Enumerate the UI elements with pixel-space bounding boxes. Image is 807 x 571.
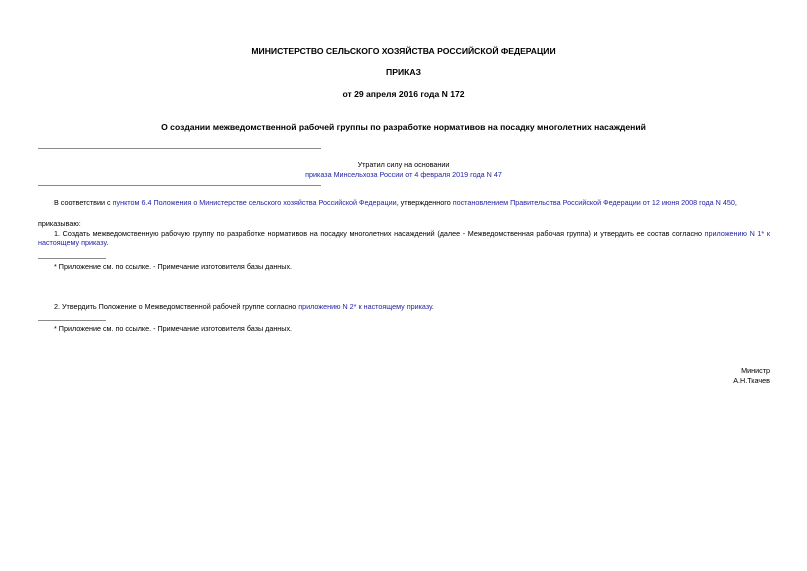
item-1-text: 1. Создать межведомственную рабочую группу по разработке нормативов на посадку многолетних насаждений (далее - Межведомственная рабочая группа) и утвердить ее состав согласно [54, 229, 705, 238]
document-date-number: от 29 апреля 2016 года N 172 [342, 89, 465, 99]
regulation-link[interactable]: пунктом 6.4 Положения о Министерстве сельского хозяйства Российской Федерации [112, 198, 397, 207]
ministry-heading: МИНИСТЕРСТВО СЕЛЬСКОГО ХОЗЯЙСТВА РОССИЙСКОЙ ФЕДЕРАЦИИ [251, 46, 556, 56]
item-1-paragraph [38, 229, 770, 248]
government-decree-link[interactable]: постановлением Правительства Российской Федерации от 12 июня 2008 года N 450 [452, 198, 735, 207]
item-2-paragraph [54, 302, 434, 311]
footnote-1-rule [38, 258, 106, 259]
status-note: Утратил силу на основании [357, 160, 450, 169]
repeal-order-link[interactable]: приказа Минсельхоза России от 4 февраля 2019 года N 47 [305, 170, 502, 179]
footnote-2: * Приложение см. по ссылке. - Примечание изготовителя базы данных. [54, 324, 293, 333]
preamble-text-3: , [734, 198, 737, 207]
preamble-text-1: В соответствии с [54, 198, 113, 207]
appendix-1-link[interactable]: приложению N 1* к настоящему приказу [38, 229, 770, 248]
signature-position: Министр [741, 366, 770, 375]
footnote-2-rule [38, 320, 106, 321]
appendix-2-link[interactable]: приложению N 2* к настоящему приказу [298, 302, 432, 311]
order-word: приказываю: [38, 219, 81, 228]
item-2-end: . [431, 302, 434, 311]
preamble-text-2: , утвержденного [396, 198, 453, 207]
document-title: О создании межведомственной рабочей группы по разработке нормативов на посадку многолетних насаждений [161, 122, 646, 132]
divider-top [38, 148, 321, 149]
item-1-end: . [106, 238, 109, 248]
preamble-paragraph [54, 198, 770, 207]
signature-name: А.Н.Ткачев [733, 376, 770, 385]
status-link-line [0, 170, 807, 179]
document-type: ПРИКАЗ [386, 67, 421, 77]
item-2-text: 2. Утвердить Положение о Межведомственной рабочей группе согласно [54, 302, 299, 311]
footnote-1: * Приложение см. по ссылке. - Примечание изготовителя базы данных. [54, 262, 293, 271]
divider-bottom [38, 185, 321, 186]
